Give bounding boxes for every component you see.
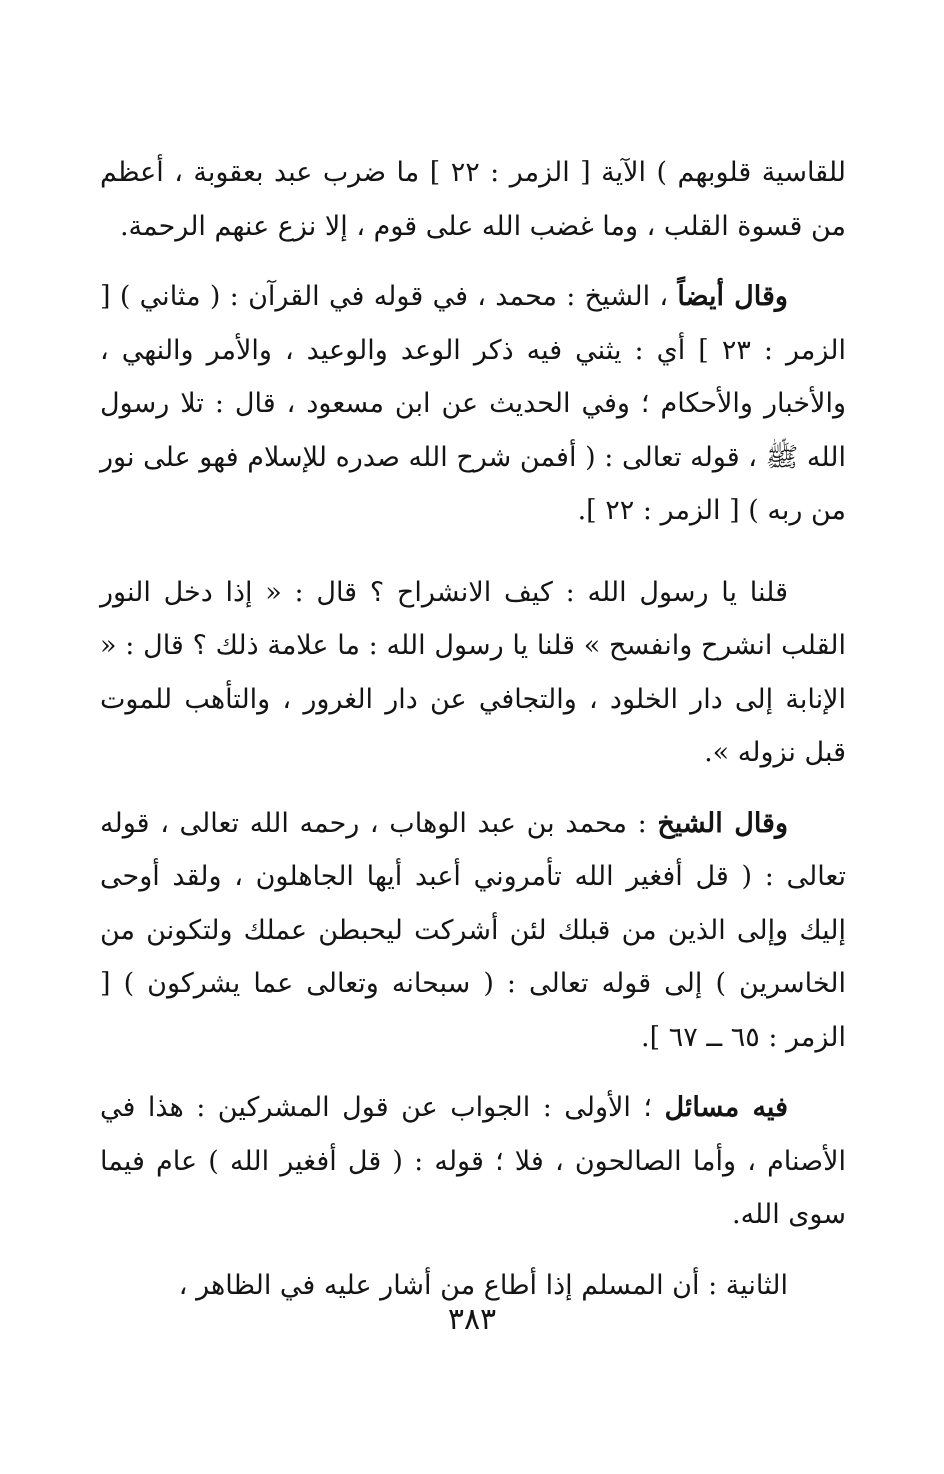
- paragraph-4-lead: وقال الشيخ: [657, 807, 788, 839]
- paragraph-2: [100, 270, 846, 538]
- paragraph-1-text: للقاسية قلوبهم ) الآية [ الزمر : ٢٢ ] ما ضرب عبد بعقوبة ، أعظم من قسوة القلب ، وما غضب الله على قوم ، إلا نزع عنهم الرحمة.: [100, 157, 846, 242]
- page-number: ٣٨٣: [447, 1302, 497, 1337]
- paragraph-3-text: قلنا يا رسول الله : كيف الانشراح ؟ قال : « إذا دخل النور القلب انشرح وانفسح » قلنا يا رسول الله : ما علامة ذلك ؟ قال : « الإنابة إلى دار الخلود ، والتجافي عن دار الغرور ، والتأهب للموت قبل نزوله ».: [100, 576, 846, 768]
- paragraph-2-lead: وقال أيضاً: [677, 281, 788, 312]
- paragraph-5: [100, 1081, 846, 1242]
- paragraph-1: [100, 146, 846, 253]
- paragraph-4: [100, 797, 846, 1065]
- paragraph-2-text: ، الشيخ : محمد ، في قوله في القرآن : ( مثاني ) [ الزمر : ٢٣ ] أي : يثني فيه ذكر الوعد والوعيد ، والأمر والنهي ، والأخبار والأحكام ؛ وفي الحديث عن ابن مسعود ، قال : تلا رسول الله ﷺ ، قوله تعالى : ( أفمن شرح الله صدره للإسلام فهو على نور من ربه ) [ الزمر : ٢٢ ].: [100, 281, 847, 526]
- paragraph-5-text: ؛ الأولى : الجواب عن قول المشركين : هذا في الأصنام ، وأما الصالحون ، فلا ؛ قوله : ( قل أفغير الله ) عام فيما سوى الله.: [100, 1092, 846, 1230]
- paragraph-6-text: الثانية : أن المسلم إذا أطاع من أشار عليه في الظاهر ،: [178, 1269, 788, 1301]
- paragraph-3: [100, 566, 846, 780]
- paragraph-5-lead: فيه مسائل: [664, 1092, 788, 1123]
- page-body: [100, 146, 846, 1329]
- paragraph-4-text: : محمد بن عبد الوهاب ، رحمه الله تعالى ، قوله تعالى : ( قل أفغير الله تأمروني أعبد أيها الجاهلون ، ولقد أوحى إليك وإلى الذين من قبلك لئن أشركت ليحبطن عملك ولتكونن من الخاسرين ) إلى قوله تعالى : ( سبحانه وتعالى عما يشركون ) [ الزمر : ٦٥ ــ ٦٧ ].: [100, 807, 846, 1053]
